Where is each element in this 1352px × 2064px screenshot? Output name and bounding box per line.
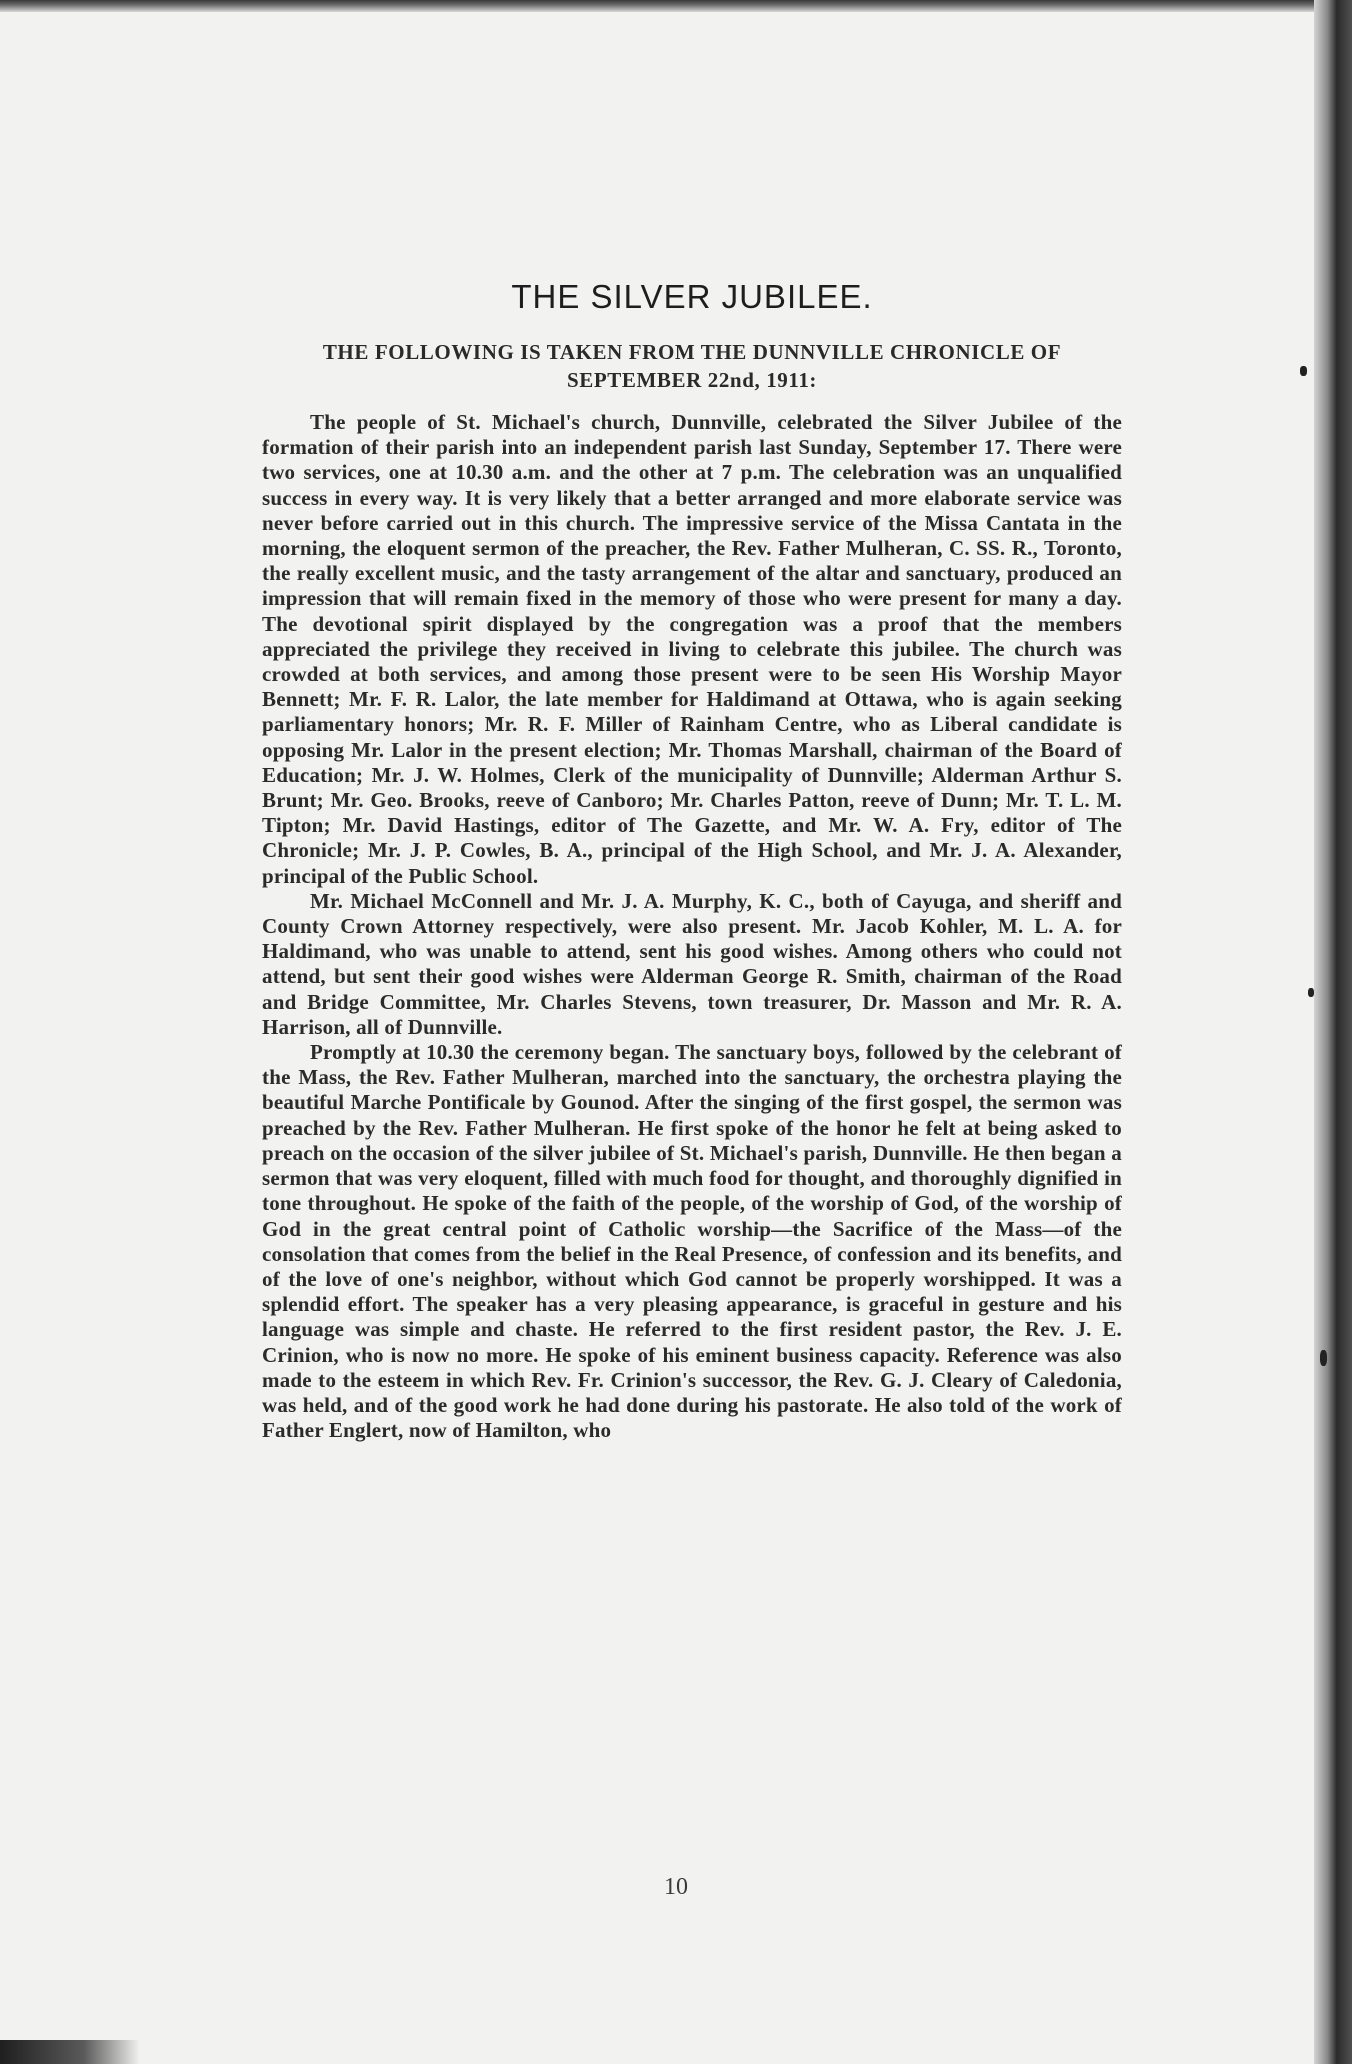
article-paragraph: Promptly at 10.30 the ceremony began. The sanctuary boys, followed by the celebrant of the Mass, the Rev. Father Mulheran, marched into the sanctuary, the orchestra playing the beautiful Marche Pontificale by Gounod. After the singing of the first gospel, the sermon was preached by the Rev. Father Mulheran. He first spoke of the honor he felt at being asked to preach on the occasion of the silver jubilee of St. Michael's parish, Dunnville. He then began a sermon that was very eloquent, filled with much food for thought, and thoroughly dignified in tone throughout. He spoke of the faith of the people, of the worship of God, of the worship of God in the great central point of Catholic worship—the Sacrifice of the Mass—of the consolation that comes from the belief in the Real Presence, of confession and its benefits, and of the love of one's neighbor, without which God cannot be properly worshipped. It was a splendid effort. The speaker has a very pleasing appearance, is graceful in gesture and his language was simple and chaste. He referred to the first resident pastor, the Rev. J. E. Crinion, who is now no more. He spoke of his eminent business capacity. Reference was also made to the esteem in which Rev. Fr. Crinion's successor, the Rev. G. J. Cleary of Caledonia, was held, and of the good work he had done during his pastorate. He also told of the work of Father Englert, now of Hamilton, who bbox=[262, 1040, 1122, 1443]
page-binding-edge bbox=[1314, 0, 1352, 2064]
page-subtitle: THE FOLLOWING IS TAKEN FROM THE DUNNVILLE CHRONICLE OF SEPTEMBER 22nd, 1911: bbox=[322, 340, 1062, 392]
margin-speck bbox=[1308, 988, 1314, 997]
page-top-edge bbox=[0, 0, 1352, 12]
page-title: THE SILVER JUBILEE. bbox=[511, 278, 873, 315]
page-number: 10 bbox=[664, 1874, 688, 1900]
page-corner-shadow bbox=[0, 2040, 140, 2064]
page-text-block bbox=[262, 278, 1122, 1443]
margin-speck bbox=[1320, 1350, 1327, 1366]
article-paragraph: Mr. Michael McConnell and Mr. J. A. Murphy, K. C., both of Cayuga, and sheriff and County Crown Attorney respectively, were also present. Mr. Jacob Kohler, M. L. A. for Haldimand, who was unable to attend, sent his good wishes. Among others who could not attend, but sent their good wishes were Alderman George R. Smith, chairman of the Road and Bridge Committee, Mr. Charles Stevens, town treasurer, Dr. Masson and Mr. R. A. Harrison, all of Dunnville. bbox=[262, 888, 1122, 1039]
article-paragraph: The people of St. Michael's church, Dunnville, celebrated the Silver Jubilee of the formation of their parish into an independent parish last Sunday, September 17. There were two services, one at 10.30 a.m. and the other at 7 p.m. The celebration was an unqualified success in every way. It is very likely that a better arranged and more elaborate service was never before carried out in this church. The impressive service of the Missa Cantata in the morning, the eloquent sermon of the preacher, the Rev. Father Mulheran, C. SS. R., Toronto, the really excellent music, and the tasty arrangement of the altar and sanctuary, produced an impression that will remain fixed in the memory of those who were present for many a day. The devotional spirit displayed by the congregation was a proof that the members appreciated the privilege they received in living to celebrate this jubilee. The church was crowded at both services, and among those present were to be seen His Worship Mayor Bennett; Mr. F. R. Lalor, the late member for Haldimand at Ottawa, who is again seeking parliamentary honors; Mr. R. F. Miller of Rainham Centre, who as Liberal candidate is opposing Mr. Lalor in the present election; Mr. Thomas Marshall, chairman of the Board of Education; Mr. J. W. Holmes, Clerk of the municipality of Dunnville; Alderman Arthur S. Brunt; Mr. Geo. Brooks, reeve of Canboro; Mr. Charles Patton, reeve of Dunn; Mr. T. L. M. Tipton; Mr. David Hastings, editor of The Gazette, and Mr. W. A. Fry, editor of The Chronicle; Mr. J. P. Cowles, B. A., principal of the High School, and Mr. J. A. Alexander, principal of the Public School. bbox=[262, 410, 1122, 888]
margin-speck bbox=[1300, 366, 1307, 376]
